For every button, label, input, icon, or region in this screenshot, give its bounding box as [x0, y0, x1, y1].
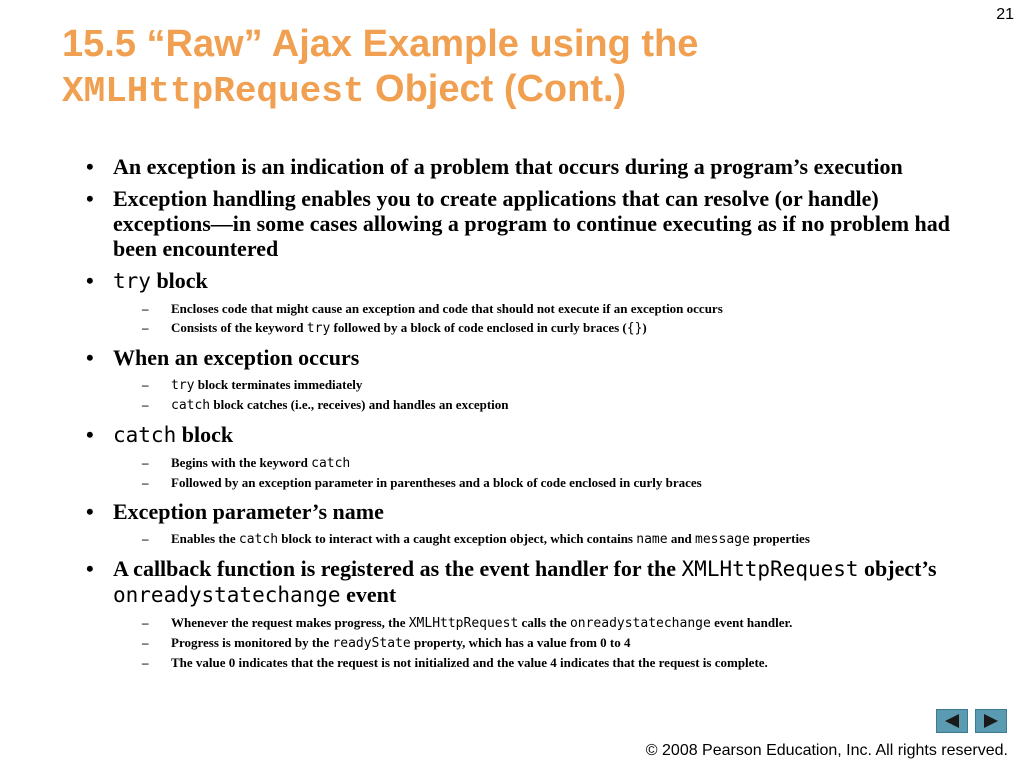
sub-list	[86, 529, 966, 549]
sub-list	[86, 453, 966, 492]
code-braces: {}	[626, 321, 643, 336]
code-readystate: readyState	[332, 636, 411, 651]
bullet-list	[86, 154, 966, 672]
dash-glyph: –	[142, 397, 149, 412]
bullet-text: A callback function is registered as the event handler for the	[113, 556, 682, 581]
sub-item	[86, 529, 966, 549]
sub-text: Enables the	[171, 531, 239, 546]
bullet-exception-handling	[86, 186, 966, 261]
dash-glyph: –	[142, 455, 149, 470]
bullet-try-block	[86, 268, 966, 338]
sub-list	[86, 613, 966, 672]
dash-glyph: –	[142, 377, 149, 392]
bullet-when-exception-occurs	[86, 345, 966, 415]
code-catch: catch	[113, 423, 177, 447]
sub-text: block to interact with a caught exception object, which contains	[278, 531, 637, 546]
bullet-text: Exception parameter’s name	[113, 499, 384, 524]
title-line1: 15.5 “Raw” Ajax Example using the	[62, 23, 699, 65]
bullet-text: When an exception occurs	[113, 345, 360, 370]
sub-item	[86, 375, 966, 395]
slide-number: 21	[996, 6, 1014, 23]
code-catch: catch	[238, 532, 279, 547]
sub-item	[86, 633, 966, 653]
copyright-footer: © 2008 Pearson Education, Inc. All rights reserved.	[645, 742, 1008, 759]
code-try: try	[113, 269, 151, 293]
bullet-text: An exception is an indication of a problem that occurs during a program’s execution	[113, 154, 903, 179]
previous-slide-icon	[943, 713, 961, 729]
sub-text: Consists of the keyword	[171, 320, 307, 335]
sub-text: followed by a block of code enclosed in curly braces (	[330, 320, 627, 335]
bullet-callback-function	[86, 556, 966, 672]
sub-text: block terminates immediately	[194, 377, 363, 392]
sub-text: block catches (i.e., receives) and handles an exception	[210, 397, 509, 412]
bullet-glyph: •	[86, 422, 94, 447]
sub-list	[86, 375, 966, 415]
sub-text: and	[667, 531, 696, 546]
title-code: XMLHttpRequest	[62, 71, 365, 112]
slide-content	[86, 154, 966, 679]
code-try: try	[171, 378, 195, 393]
code-onreadystatechange: onreadystatechange	[113, 583, 341, 607]
sub-item	[86, 613, 966, 633]
sub-list	[86, 299, 966, 338]
next-slide-button[interactable]	[975, 709, 1007, 733]
bullet-glyph: •	[86, 499, 94, 524]
slide-navigation	[936, 709, 1007, 733]
sub-item	[86, 453, 966, 473]
sub-item	[86, 653, 966, 672]
next-slide-icon	[982, 713, 1000, 729]
code-name: name	[636, 532, 668, 547]
sub-text: Begins with the keyword	[171, 455, 312, 470]
bullet-glyph: •	[86, 345, 94, 370]
sub-text: event handler.	[710, 615, 793, 630]
bullet-glyph: •	[86, 268, 94, 293]
sub-text: properties	[749, 531, 810, 546]
sub-text: Encloses code that might cause an exception and code that should not execute if an exception occurs	[171, 301, 723, 316]
bullet-text: event	[340, 582, 397, 607]
sub-text: Whenever the request makes progress, the	[171, 615, 409, 630]
bullet-exception-parameter	[86, 499, 966, 549]
sub-item	[86, 318, 966, 338]
previous-slide-button[interactable]	[936, 709, 968, 733]
code-message: message	[695, 532, 750, 547]
bullet-text: block	[150, 268, 208, 293]
dash-glyph: –	[142, 475, 149, 490]
title-line2: Object (Cont.)	[364, 68, 627, 110]
sub-text: Followed by an exception parameter in parentheses and a block of code enclosed in curly braces	[171, 475, 702, 490]
code-catch: catch	[311, 456, 351, 471]
dash-glyph: –	[142, 320, 149, 335]
bullet-text: block	[176, 422, 234, 447]
code-xmlhttprequest: XMLHttpRequest	[681, 557, 859, 581]
code-xmlhttprequest: XMLHttpRequest	[408, 616, 519, 631]
dash-glyph: –	[142, 655, 149, 670]
sub-item	[86, 473, 966, 492]
sub-text: calls the	[518, 615, 570, 630]
sub-text: Progress is monitored by the	[171, 635, 333, 650]
dash-glyph: –	[142, 635, 149, 650]
sub-item	[86, 395, 966, 415]
code-catch: catch	[171, 398, 211, 413]
code-try: try	[306, 321, 331, 336]
sub-text: property, which has a value from 0 to 4	[410, 635, 631, 650]
code-onreadystatechange: onreadystatechange	[569, 616, 711, 631]
dash-glyph: –	[142, 615, 149, 630]
bullet-glyph: •	[86, 154, 94, 179]
bullet-catch-block	[86, 422, 966, 492]
bullet-text: object’s	[858, 556, 937, 581]
sub-item	[86, 299, 966, 318]
dash-glyph: –	[142, 531, 149, 546]
bullet-exception-definition	[86, 154, 966, 179]
dash-glyph: –	[142, 301, 149, 316]
page-title	[62, 22, 962, 114]
sub-text: )	[642, 320, 647, 335]
bullet-text: Exception handling enables you to create applications that can resolve (or handle) exceptions—in some cases allowing a program to continue executing as if no problem had been encountered	[113, 186, 951, 261]
bullet-glyph: •	[86, 186, 94, 211]
sub-text: The value 0 indicates that the request is not initialized and the value 4 indicates that the request is complete.	[171, 655, 768, 670]
bullet-glyph: •	[86, 556, 94, 581]
